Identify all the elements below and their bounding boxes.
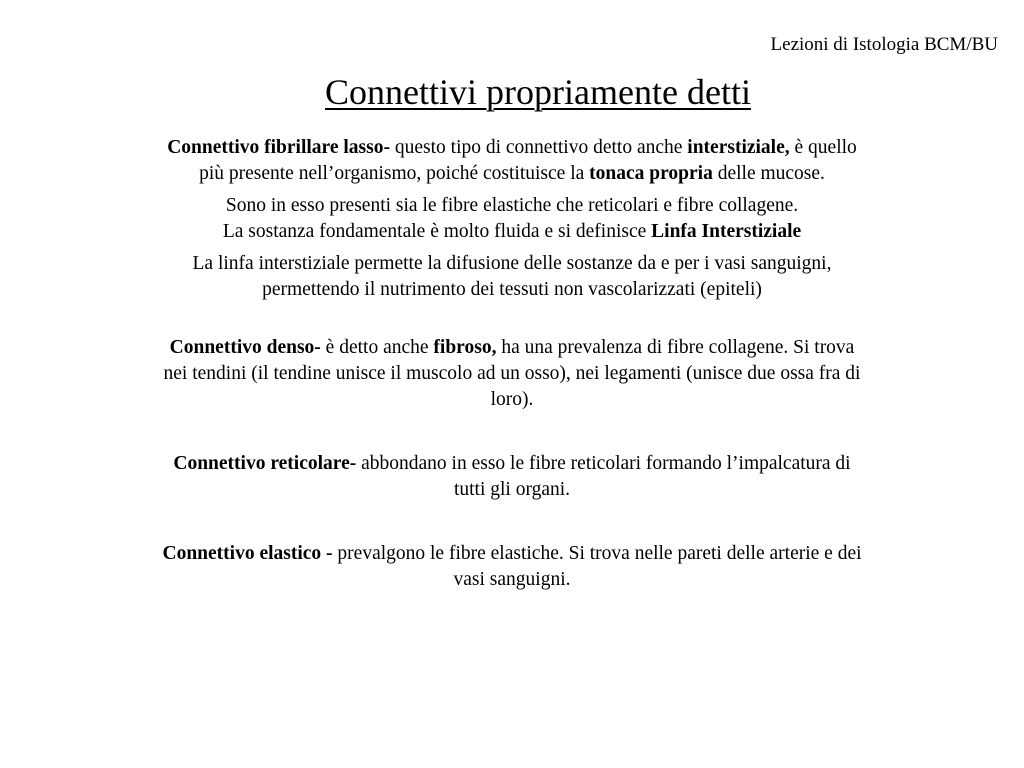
term-linfa-interstiziale: Linfa Interstiziale [651,221,802,242]
paragraph-connettivo-reticolare [160,451,864,503]
text-denso-body: ha una prevalenza di fibre collagene. Si trova nei tendini (il tendine unisce il muscolo ad un osso), nei legamenti (unisce due ossa fra di loro). [163,337,861,410]
text-lasso-intro: questo tipo di connettivo detto anche [389,137,688,158]
term-fibroso: fibroso, [433,337,497,358]
text-lasso-end: delle mucose. [712,163,825,184]
text-fibre-line-2: La sostanza fondamentale è molto fluida e si definisce [222,221,652,242]
slide-title: Connettivi propriamente detti [325,72,751,112]
text-denso-intro: è detto anche [320,337,434,358]
term-interstiziale: interstiziale, [687,137,790,158]
text-lasso-body: è quello più presente nell’organismo, poiché costituisce la [199,137,857,184]
text-elastico: prevalgono le fibre elastiche. Si trova nelle pareti delle arterie e dei vasi sanguigni. [332,543,862,590]
term-connettivo-reticolare: Connettivo reticolare- [173,453,357,474]
text-fibre-line-1: Sono in esso presenti sia le fibre elastiche che reticolari e fibre collagene. [225,195,799,216]
term-tonaca-propria: tonaca propria [589,163,713,184]
paragraph-connettivo-elastico [160,541,864,593]
paragraph-fibre [160,193,864,245]
fibre-line-2 [223,221,801,242]
paragraph-linfa [160,251,864,303]
term-connettivo-elastico: Connettivo elastico - [162,543,333,564]
text-linfa: La linfa interstiziale permette la difusione delle sostanze da e per i vasi sanguigni, permettendo il nutrimento dei tessuti non vascolarizzati (epiteli) [192,253,832,300]
course-header: Lezioni di Istologia BCM/BU [770,34,998,55]
term-connettivo-lasso: Connettivo fibrillare lasso- [167,137,390,158]
term-connettivo-denso: Connettivo denso- [169,337,321,358]
slide-content [160,135,864,593]
paragraph-connettivo-lasso [160,135,864,187]
paragraph-connettivo-denso [160,335,864,413]
text-reticolare: abbondano in esso le fibre reticolari formando l’impalcatura di tutti gli organi. [356,453,851,500]
